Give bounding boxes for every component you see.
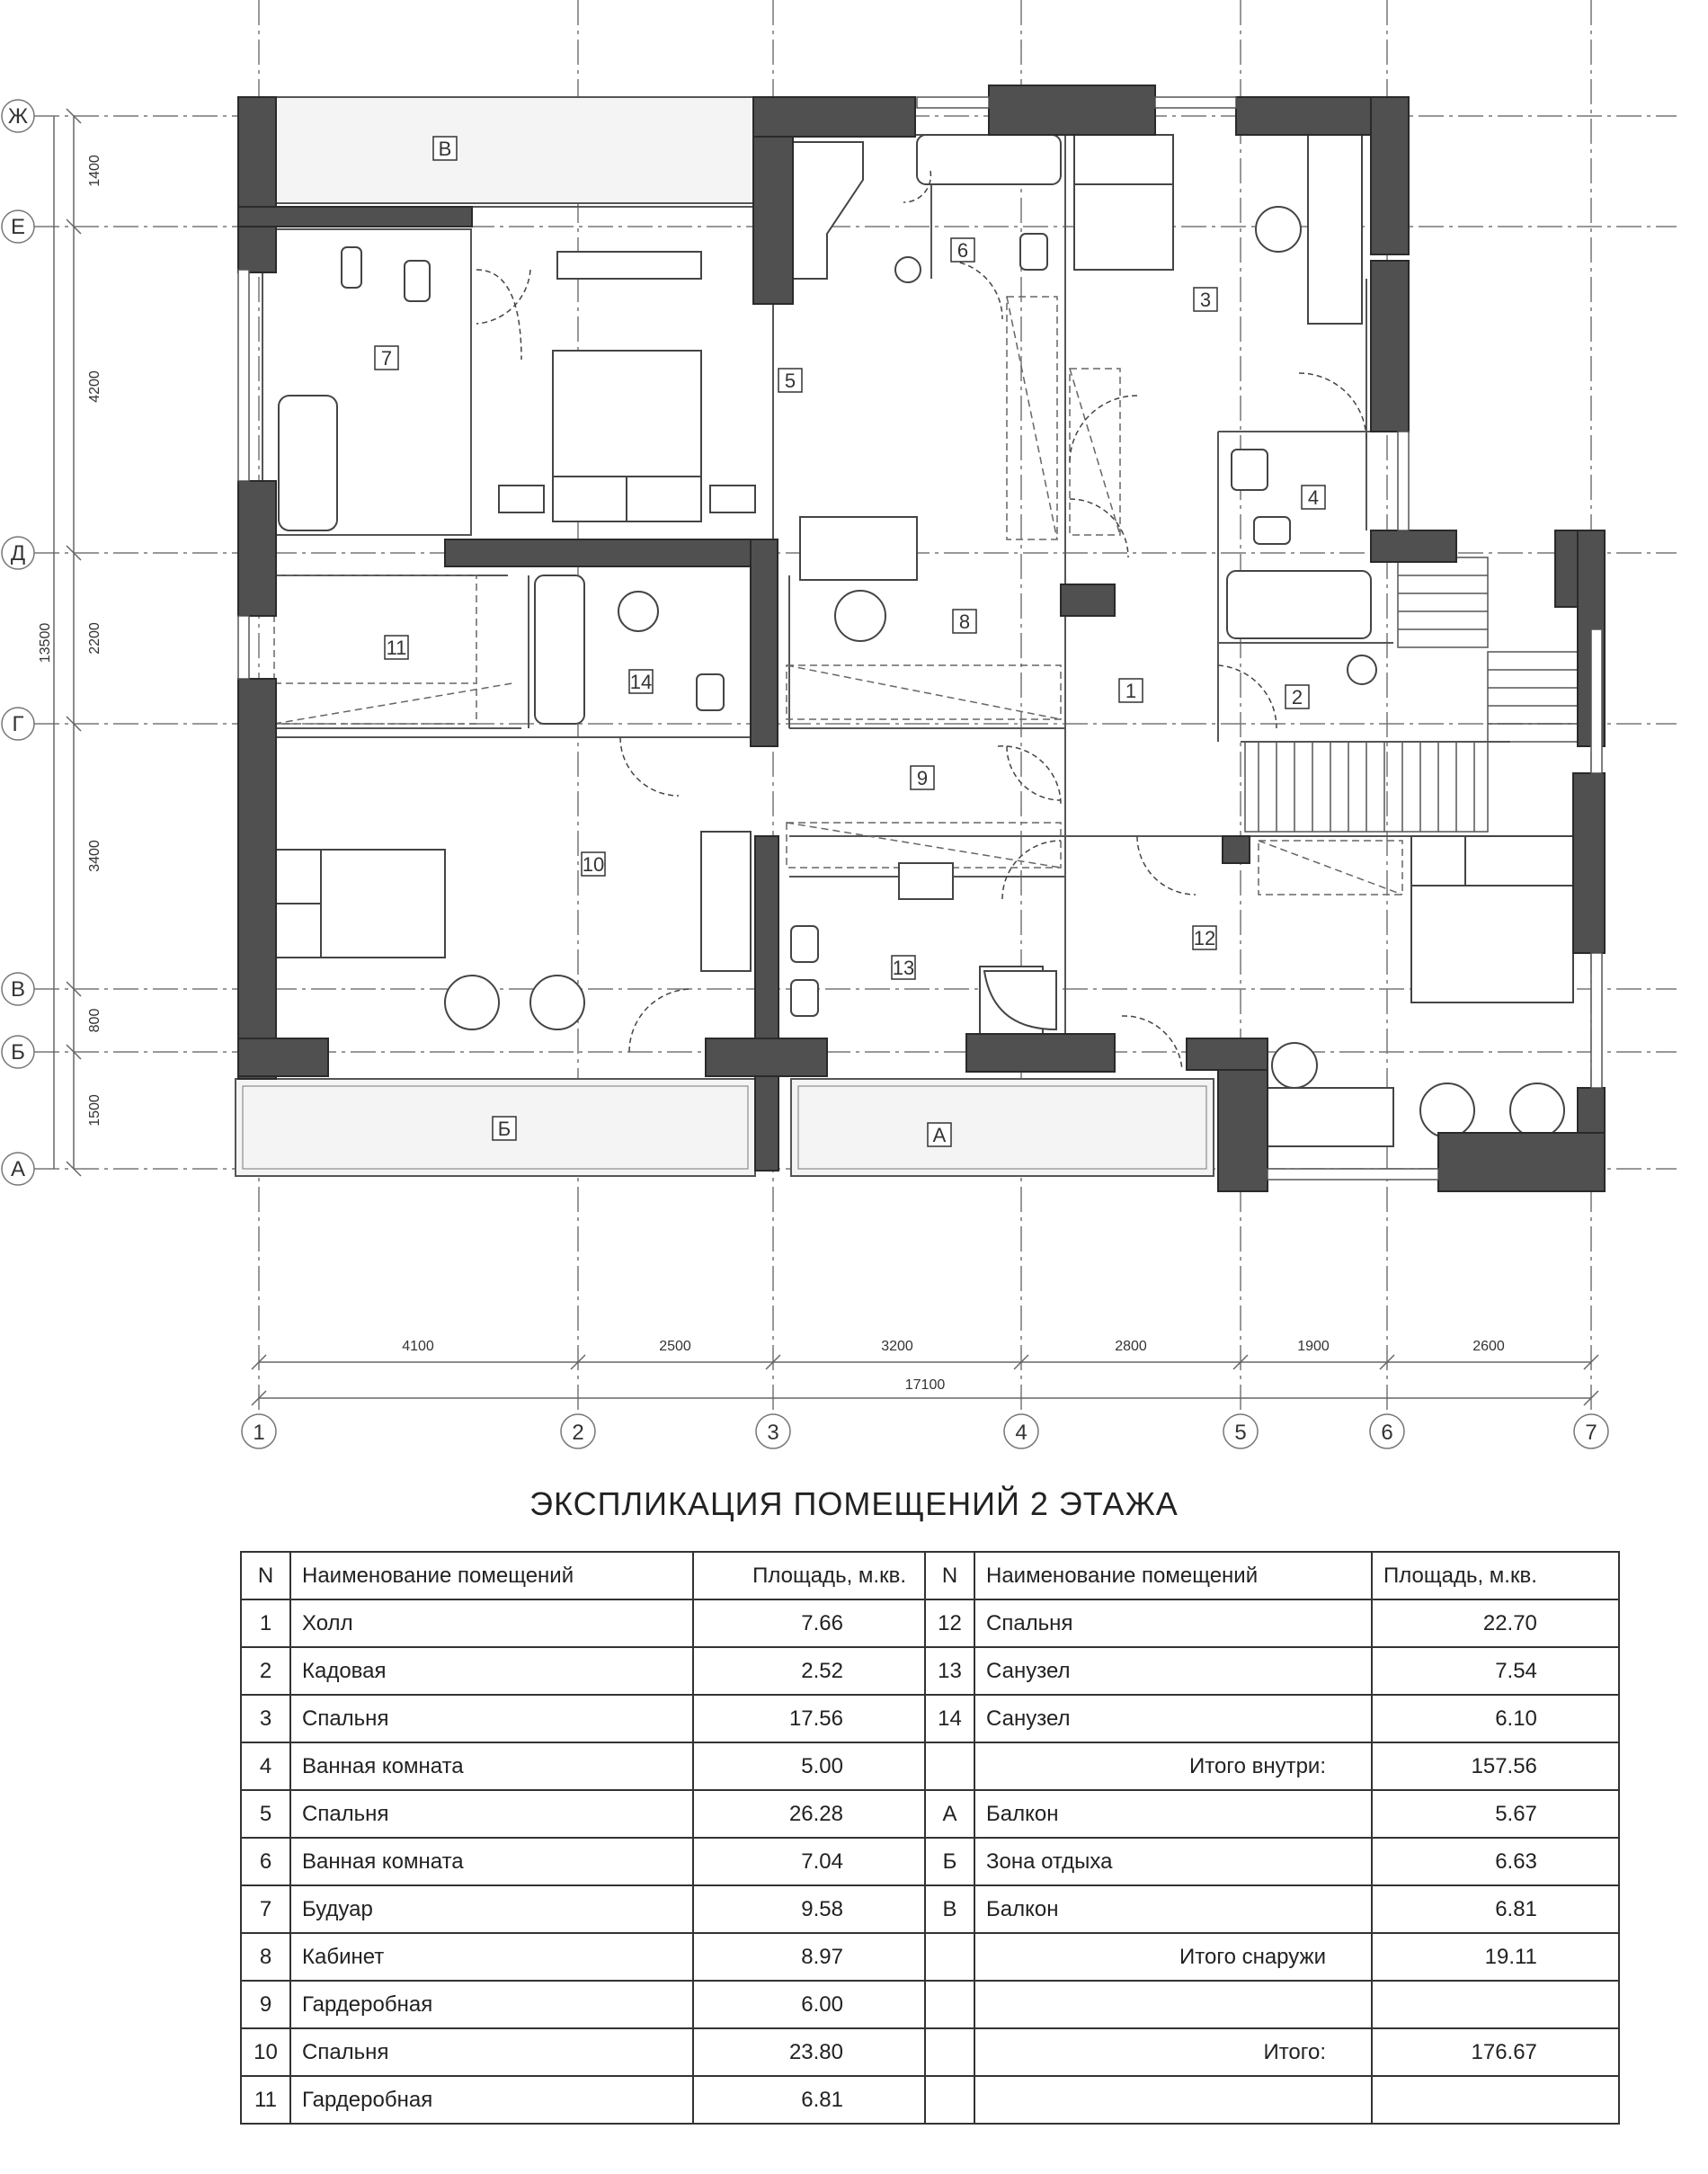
dim-h-total: 17100 [904,1377,946,1393]
axis-label-a: А [10,1157,26,1181]
room-tag-9: 9 [916,767,929,789]
room-number: 6 [241,1838,290,1885]
room-area: 19.11 [1372,1933,1619,1981]
room-area: 6.10 [1372,1695,1619,1742]
header-n-right: N [925,1552,974,1599]
axis-label-2: 2 [572,1421,584,1445]
room-area: 7.04 [693,1838,925,1885]
table-row [241,1790,1619,1838]
table-row [241,1647,1619,1695]
room-area: 6.00 [693,1981,925,2028]
balconies [236,97,1214,1176]
axis-label-e: Е [10,215,26,239]
header-name-left: Наименование помещений [290,1552,693,1599]
axis-label-4: 4 [1015,1421,1027,1445]
room-number: В [925,1885,974,1933]
room-tag-14: 14 [629,671,653,693]
table-row [241,1695,1619,1742]
table-row [241,1838,1619,1885]
room-name: Зона отдыха [974,1838,1372,1885]
room-area: 9.58 [693,1885,925,1933]
room-tag-a: А [932,1124,947,1146]
room-number [925,2076,974,2124]
room-tag-2: 2 [1291,686,1303,708]
room-area: 157.56 [1372,1742,1619,1790]
room-name: Балкон [974,1790,1372,1838]
room-tag-v: В [438,138,452,160]
room-area: 5.67 [1372,1790,1619,1838]
room-name: Санузел [974,1695,1372,1742]
room-name: Холл [290,1599,693,1647]
room-number: 9 [241,1981,290,2028]
table-header-row [241,1552,1619,1599]
table-row [241,1981,1619,2028]
dim-h-2: 2500 [659,1339,691,1354]
room-name: Будуар [290,1885,693,1933]
room-area: 5.00 [693,1742,925,1790]
dim-v-4: 3400 [87,840,102,872]
axis-label-v: В [10,977,26,1002]
room-name [974,2076,1372,2124]
header-name-right: Наименование помещений [974,1552,1372,1599]
dim-v-5: 800 [87,1008,102,1033]
dim-h-3: 3200 [881,1339,913,1354]
room-area: 23.80 [693,2028,925,2076]
room-number: 4 [241,1742,290,1790]
room-name: Балкон [974,1885,1372,1933]
table-row [241,1599,1619,1647]
room-name: Кадовая [290,1647,693,1695]
room-area [1372,2076,1619,2124]
header-n-left: N [241,1552,290,1599]
dim-v-2: 4200 [87,370,102,403]
room-area: 17.56 [693,1695,925,1742]
room-area: 7.66 [693,1599,925,1647]
dim-h-5: 1900 [1297,1339,1330,1354]
room-explication-table [240,1551,1620,2125]
axis-label-5: 5 [1234,1421,1247,1445]
room-name [974,1981,1372,2028]
room-number: Б [925,1838,974,1885]
axis-bubbles-numbers [242,1414,1608,1448]
axis-bubbles-letters [2,100,34,1185]
room-area: 7.54 [1372,1647,1619,1695]
room-number [925,1933,974,1981]
walls [238,85,1605,1191]
table-row [241,1933,1619,1981]
room-tag-5: 5 [784,370,796,392]
dimension-chain-vertical [54,109,81,1176]
dim-v-3: 2200 [87,622,102,655]
room-number: 12 [925,1599,974,1647]
room-name: Гардеробная [290,1981,693,2028]
room-name: Кабинет [290,1933,693,1981]
table-row [241,2028,1619,2076]
room-name: Итого: [974,2028,1372,2076]
room-number: 5 [241,1790,290,1838]
dim-v-1: 1400 [87,155,102,187]
room-area: 22.70 [1372,1599,1619,1647]
room-area: 2.52 [693,1647,925,1695]
dim-h-4: 2800 [1115,1339,1147,1354]
room-name: Спальня [290,2028,693,2076]
room-tag-boxes [375,137,1325,1146]
room-number: 3 [241,1695,290,1742]
room-number: 11 [241,2076,290,2124]
header-area-right: Площадь, м.кв. [1372,1552,1619,1599]
room-number [925,2028,974,2076]
room-area: 26.28 [693,1790,925,1838]
room-tag-12: 12 [1193,927,1216,949]
room-name: Ванная комната [290,1742,693,1790]
header-area-left: Площадь, м.кв. [693,1552,925,1599]
room-name: Итого снаружи [974,1933,1372,1981]
room-area [1372,1981,1619,2028]
room-tag-8: 8 [958,610,971,633]
axis-label-zh: Ж [7,104,29,129]
axis-label-7: 7 [1585,1421,1597,1445]
explication-title: ЭКСПЛИКАЦИЯ ПОМЕЩЕНИЙ 2 ЭТАЖА [529,1485,1179,1522]
axis-label-1: 1 [253,1421,265,1445]
room-name: Спальня [974,1599,1372,1647]
room-name: Гардеробная [290,2076,693,2124]
room-name: Итого внутри: [974,1742,1372,1790]
room-name: Ванная комната [290,1838,693,1885]
room-tag-10: 10 [582,853,605,876]
room-tag-13: 13 [892,957,915,979]
room-name: Санузел [974,1647,1372,1695]
axis-label-d: Д [10,541,26,566]
room-tag-4: 4 [1307,486,1320,509]
room-area: 6.63 [1372,1838,1619,1885]
axis-label-6: 6 [1381,1421,1393,1445]
room-number: 2 [241,1647,290,1695]
room-number [925,1981,974,2028]
room-name: Спальня [290,1695,693,1742]
room-tag-7: 7 [380,347,393,370]
dim-h-1: 4100 [402,1339,434,1354]
dim-v-6: 1500 [87,1094,102,1127]
table-row [241,1885,1619,1933]
room-area: 8.97 [693,1933,925,1981]
room-area: 6.81 [693,2076,925,2124]
room-number: А [925,1790,974,1838]
room-tag-b: Б [497,1118,512,1140]
table-row [241,2076,1619,2124]
room-number: 10 [241,2028,290,2076]
room-number: 1 [241,1599,290,1647]
room-tag-3: 3 [1199,289,1212,311]
room-number: 14 [925,1695,974,1742]
dim-h-6: 2600 [1472,1339,1505,1354]
room-number: 7 [241,1885,290,1933]
axis-label-g: Г [12,712,24,736]
dim-v-total: 13500 [38,622,53,664]
room-tag-11: 11 [386,637,407,659]
room-number: 8 [241,1933,290,1981]
room-area: 6.81 [1372,1885,1619,1933]
room-tag-6: 6 [956,239,969,262]
room-name: Спальня [290,1790,693,1838]
axis-label-3: 3 [767,1421,779,1445]
room-area: 176.67 [1372,2028,1619,2076]
room-number: 13 [925,1647,974,1695]
table-row [241,1742,1619,1790]
room-tag-1: 1 [1125,680,1137,702]
axis-label-b: Б [11,1040,25,1065]
room-number [925,1742,974,1790]
